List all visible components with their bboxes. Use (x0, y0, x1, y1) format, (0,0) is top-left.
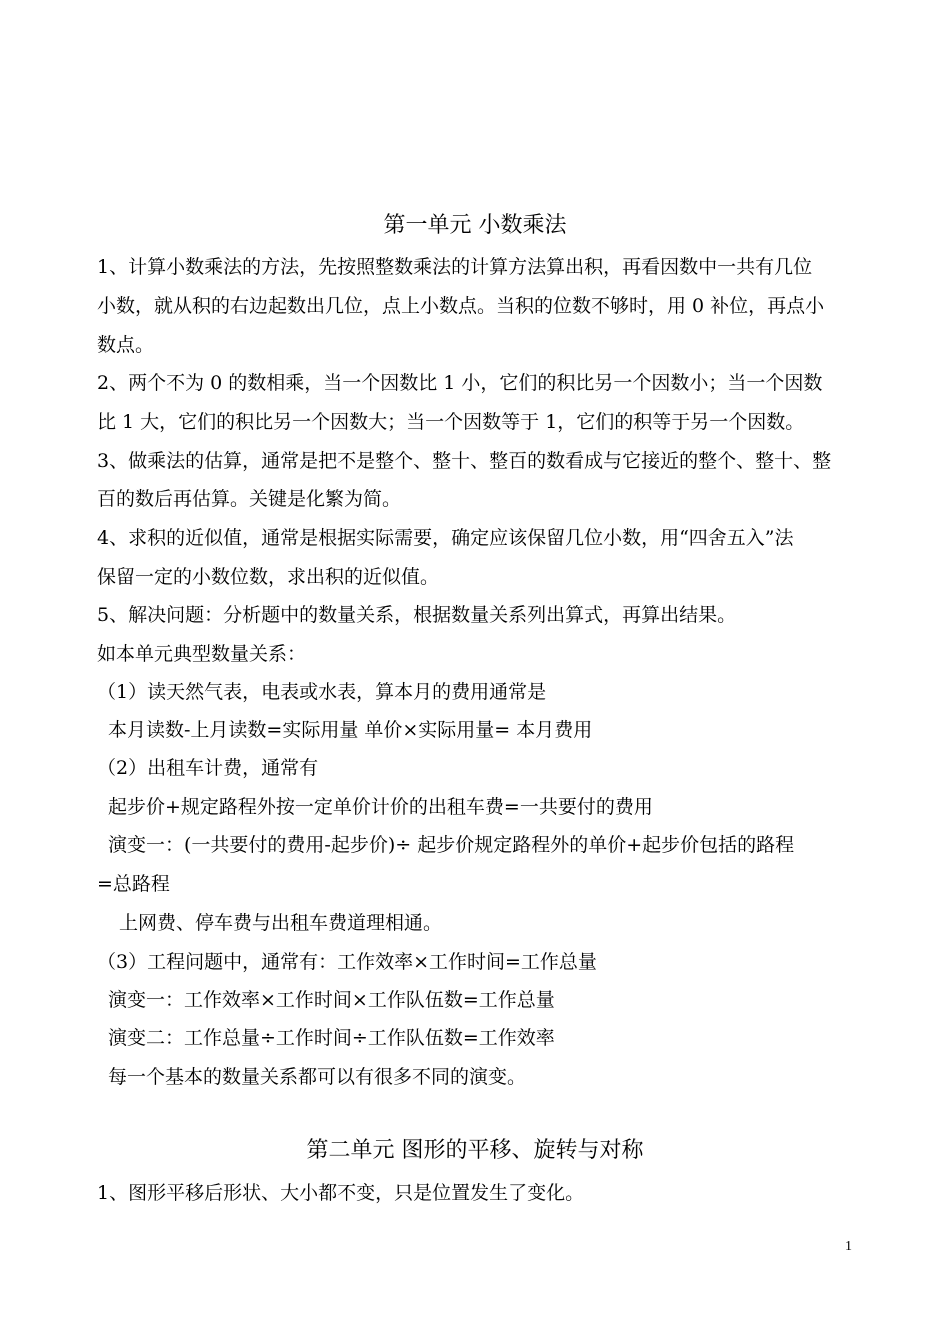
unit-1-line-4: 2、两个不为 0 的数相乘，当一个因数比 1 小，它们的积比另一个因数小；当一个因数 (97, 372, 823, 394)
unit-1-line-15: 起步价+规定路程外按一定单价计价的出租车费=一共要付的费用 (108, 796, 653, 818)
unit-2-line-1: 1、图形平移后形状、大小都不变，只是位置发生了变化。 (97, 1182, 585, 1204)
unit-1-line-13: 本月读数-上月读数=实际用量 单价×实际用量= 本月费用 (108, 719, 593, 741)
page-number: 1 (845, 1239, 852, 1254)
unit-1-line-2: 小数，就从积的右边起数出几位，点上小数点。当积的位数不够时，用 0 补位，再点小 (97, 295, 825, 317)
unit-1-line-17: =总路程 (97, 873, 170, 895)
unit-1-line-11: 如本单元典型数量关系： (97, 643, 307, 665)
unit-1-line-7: 百的数后再估算。关键是化繁为简。 (97, 488, 402, 510)
unit-1-line-12: （1）读天然气表，电表或水表，算本月的费用通常是 (97, 681, 547, 703)
unit-1-line-5: 比 1 大，它们的积比另一个因数大；当一个因数等于 1，它们的积等于另一个因数。 (97, 411, 805, 433)
unit-1-line-6: 3、做乘法的估算，通常是把不是整个、整十、整百的数看成与它接近的整个、整十、整 (97, 450, 832, 472)
unit-1-line-8: 4、求积的近似值，通常是根据实际需要，确定应该保留几位小数，用“四舍五入”法 (97, 527, 794, 549)
unit-1-line-16: 演变一：(一共要付的费用-起步价)÷ 起步价规定路程外的单价+起步价包括的路程 (108, 834, 795, 856)
unit-1-title: 第一单元 小数乘法 (383, 213, 567, 238)
unit-1-line-22: 每一个基本的数量关系都可以有很多不同的演变。 (108, 1066, 527, 1088)
unit-1-line-9: 保留一定的小数位数，求出积的近似值。 (97, 566, 440, 588)
unit-1-line-10: 5、解决问题：分析题中的数量关系，根据数量关系列出算式，再算出结果。 (97, 604, 737, 626)
unit-1-line-18: 上网费、停车费与出租车费道理相通。 (119, 912, 443, 934)
unit-2-title: 第二单元 图形的平移、旋转与对称 (306, 1138, 644, 1163)
unit-1-line-14: （2）出租车计费，通常有 (97, 757, 319, 779)
unit-1-line-3: 数点。 (97, 334, 155, 356)
unit-1-line-19: （3）工程问题中，通常有：工作效率×工作时间=工作总量 (97, 951, 597, 973)
unit-1-line-21: 演变二：工作总量÷工作时间÷工作队伍数=工作效率 (108, 1027, 555, 1049)
unit-1-line-20: 演变一：工作效率×工作时间×工作队伍数=工作总量 (108, 989, 555, 1011)
unit-1-line-1: 1、计算小数乘法的方法，先按照整数乘法的计算方法算出积，再看因数中一共有几位 (97, 256, 813, 278)
